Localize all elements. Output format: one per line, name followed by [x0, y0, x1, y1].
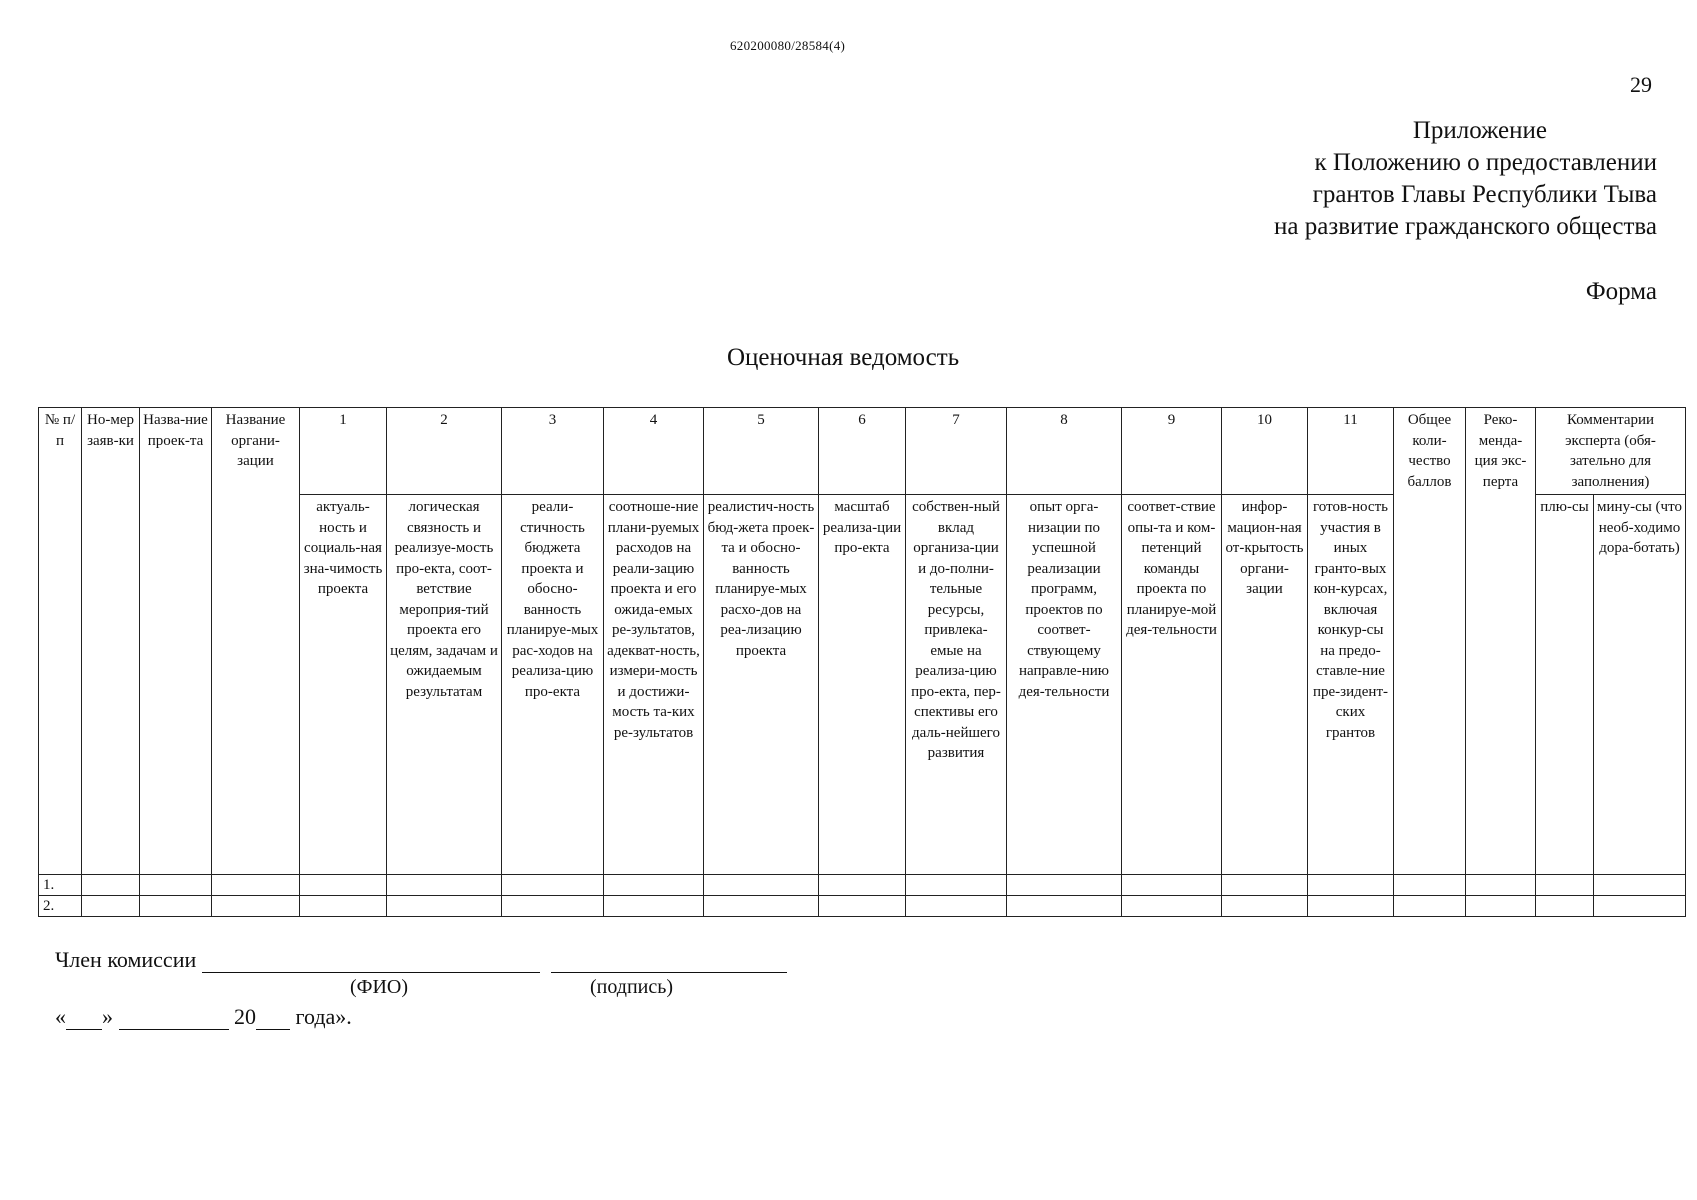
- fio-blank[interactable]: [202, 952, 540, 973]
- criterion-text: опыт орга-низации по успешной реализации программ, проектов по соответ-ствующему направле-нию дея-тельности: [1007, 495, 1122, 875]
- empty-cell[interactable]: [704, 875, 819, 896]
- appendix-line-4: на развитие гражданского общества: [1274, 213, 1657, 240]
- header-pluses: плю-сы: [1536, 495, 1594, 875]
- header-organization-name: Название органи-зации: [212, 408, 300, 875]
- criterion-number: 6: [819, 408, 906, 495]
- criterion-text: логическая связность и реализуе-мость про-екта, соот-ветствие мероприя-тий проекта его целям, задачам и ожидаемым результатам: [387, 495, 502, 875]
- empty-cell[interactable]: [300, 875, 387, 896]
- header-total-score: Общее коли-чество баллов: [1394, 408, 1466, 875]
- criterion-number: 8: [1007, 408, 1122, 495]
- year-suffix: года».: [295, 1004, 352, 1029]
- empty-cell[interactable]: [1394, 896, 1466, 917]
- appendix-line-3: грантов Главы Республики Тыва: [1312, 181, 1657, 208]
- criterion-number: 3: [502, 408, 604, 495]
- criterion-text: соотноше-ние плани-руемых расходов на реали-зацию проекта и его ожида-емых ре-зультатов, адекват-ность, измери-мость и достижи-мость та-ких ре-зультатов: [604, 495, 704, 875]
- page-number: 29: [1630, 72, 1652, 97]
- empty-cell[interactable]: [1594, 875, 1686, 896]
- empty-cell[interactable]: [1466, 896, 1536, 917]
- criterion-text: масштаб реализа-ции про-екта: [819, 495, 906, 875]
- appendix-block: [1177, 115, 1657, 243]
- empty-cell[interactable]: [1007, 896, 1122, 917]
- empty-cell[interactable]: [819, 896, 906, 917]
- empty-cell[interactable]: [1594, 896, 1686, 917]
- header-expert-comments: Комментарии эксперта (обя-зательно для заполнения): [1536, 408, 1686, 495]
- date-quote-open: «: [55, 1004, 66, 1029]
- commission-member-line: [55, 947, 787, 973]
- empty-cell[interactable]: [1222, 896, 1308, 917]
- criterion-text: инфор-мацион-ная от-крытость органи-зации: [1222, 495, 1308, 875]
- empty-cell[interactable]: [387, 875, 502, 896]
- empty-cell[interactable]: [1222, 875, 1308, 896]
- year-blank[interactable]: [256, 1009, 290, 1030]
- date-line: [55, 1004, 352, 1030]
- empty-cell[interactable]: [140, 896, 212, 917]
- empty-cell[interactable]: [1536, 896, 1594, 917]
- criterion-number: 10: [1222, 408, 1308, 495]
- empty-cell[interactable]: [906, 896, 1007, 917]
- row-number: 1.: [39, 875, 82, 896]
- header-project-name: Назва-ние проек-та: [140, 408, 212, 875]
- criterion-number: 9: [1122, 408, 1222, 495]
- empty-cell[interactable]: [704, 896, 819, 917]
- empty-cell[interactable]: [212, 875, 300, 896]
- empty-cell[interactable]: [387, 896, 502, 917]
- criterion-text: готов-ность участия в иных гранто-вых кон-курсах, включая конкур-сы на предо-ставле-ние пре-зидент-ских грантов: [1308, 495, 1394, 875]
- criterion-number: 7: [906, 408, 1007, 495]
- criterion-text: актуаль-ность и социаль-ная зна-чимость проекта: [300, 495, 387, 875]
- empty-cell[interactable]: [140, 875, 212, 896]
- empty-cell[interactable]: [82, 896, 140, 917]
- date-quote-mid: »: [102, 1004, 113, 1029]
- empty-cell[interactable]: [300, 896, 387, 917]
- header-minuses: мину-сы (что необ-ходимо дора-ботать): [1594, 495, 1686, 875]
- empty-cell[interactable]: [1308, 875, 1394, 896]
- fio-caption: (ФИО): [350, 976, 409, 998]
- criterion-number: 2: [387, 408, 502, 495]
- table-row: [39, 875, 1686, 896]
- header-number-pp: № п/п: [39, 408, 82, 875]
- appendix-line-1: Приложение: [1412, 117, 1547, 144]
- page-title: Оценочная ведомость: [727, 344, 960, 371]
- table-row: [39, 896, 1686, 917]
- month-blank[interactable]: [119, 1009, 229, 1030]
- empty-cell[interactable]: [1466, 875, 1536, 896]
- header-row-numbers: [39, 408, 1686, 495]
- row-number: 2.: [39, 896, 82, 917]
- empty-cell[interactable]: [604, 896, 704, 917]
- criterion-number: 1: [300, 408, 387, 495]
- signature-caption: (подпись): [590, 976, 674, 998]
- empty-cell[interactable]: [604, 875, 704, 896]
- empty-cell[interactable]: [1394, 875, 1466, 896]
- empty-cell[interactable]: [1122, 896, 1222, 917]
- header-expert-recommendation: Реко-менда-ция экс-перта: [1466, 408, 1536, 875]
- criterion-number: 5: [704, 408, 819, 495]
- empty-cell[interactable]: [1308, 896, 1394, 917]
- header-application-number: Но-мер заяв-ки: [82, 408, 140, 875]
- form-label: Форма: [1585, 278, 1657, 305]
- empty-cell[interactable]: [1122, 875, 1222, 896]
- empty-cell[interactable]: [212, 896, 300, 917]
- criterion-text: реали-стичность бюджета проекта и обосно-ванность планируе-мых рас-ходов на реализа-цию про-екта: [502, 495, 604, 875]
- empty-cell[interactable]: [1007, 875, 1122, 896]
- empty-cell[interactable]: [82, 875, 140, 896]
- empty-cell[interactable]: [1536, 875, 1594, 896]
- criterion-number: 11: [1308, 408, 1394, 495]
- empty-cell[interactable]: [502, 875, 604, 896]
- year-prefix: 20: [234, 1004, 256, 1029]
- appendix-line-2: к Положению о предоставлении: [1314, 149, 1657, 176]
- document-number: 620200080/28584(4): [730, 38, 846, 53]
- commission-member-label: Член комиссии: [55, 947, 197, 972]
- criterion-text: собствен-ный вклад организа-ции и до-полни-тельные ресурсы, привлека-емые на реализа-цию про-екта, пер-спективы его даль-нейшего развития: [906, 495, 1007, 875]
- signature-blank[interactable]: [551, 952, 787, 973]
- day-blank[interactable]: [66, 1009, 102, 1030]
- empty-cell[interactable]: [906, 875, 1007, 896]
- evaluation-table: [38, 407, 1686, 917]
- criterion-text: соответ-ствие опы-та и ком-петенций команды проекта по планируе-мой дея-тельности: [1122, 495, 1222, 875]
- empty-cell[interactable]: [819, 875, 906, 896]
- empty-cell[interactable]: [502, 896, 604, 917]
- criterion-text: реалистич-ность бюд-жета проек-та и обосно-ванность планируе-мых расхо-дов на реа-лизацию проекта: [704, 495, 819, 875]
- criterion-number: 4: [604, 408, 704, 495]
